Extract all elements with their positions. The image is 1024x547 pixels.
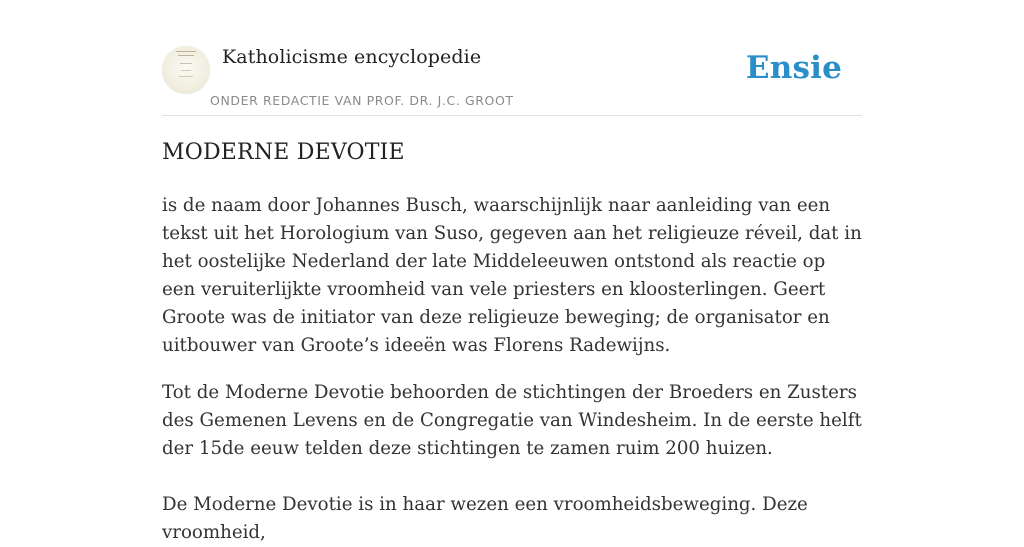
book-subtitle: ONDER REDACTIE VAN PROF. DR. J.C. GROOT: [210, 93, 514, 108]
cover-line: [179, 76, 193, 77]
article-paragraph: De Moderne Devotie is in haar wezen een vroomheidsbeweging. Deze vroomheid,: [162, 494, 808, 543]
article-paragraph: is de naam door Johannes Busch, waarschijnlijk naar aanleiding van een tekst uit het Horologium van Suso, gegeven aan het religieuze réveil, dat in het oostelijke Nederland der late Middeleeuwen ontstond als reactie op een veruiterlijkte vroomheid van vele priesters en kloosterlingen. Geert Groote was de initiator van deze religieuze beweging; de organisator en uitbouwer van Groote’s ideeën was Florens Radewijns.: [162, 195, 862, 356]
cover-line: [181, 70, 191, 71]
article-body: [162, 192, 864, 547]
cover-line: [178, 55, 194, 56]
article-paragraph: Tot de Moderne Devotie behoorden de stichtingen der Broeders en Zusters des Gemenen Levens en de Congregatie van Windesheim. In de eerste helft der 15de eeuw telden deze stichtingen te zamen ruim 200 huizen.: [162, 382, 862, 459]
page: [162, 0, 862, 543]
book-title-link[interactable]: Katholicisme encyclopedie: [222, 46, 482, 68]
cover-line: [176, 51, 196, 52]
cover-line: [180, 63, 192, 64]
article-title: MODERNE DEVOTIE: [162, 140, 405, 165]
book-cover-icon[interactable]: [162, 46, 210, 94]
ensie-logo-link[interactable]: Ensie: [745, 50, 842, 86]
header: [162, 0, 862, 116]
